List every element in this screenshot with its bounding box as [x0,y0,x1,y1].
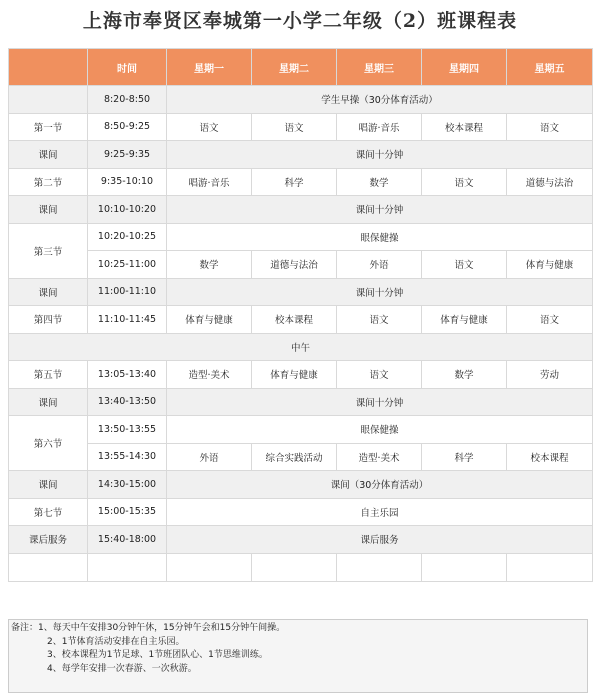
class-cell: 综合实践活动 [252,443,337,471]
period-label: 第六节 [9,416,88,471]
class-cell: 语文 [167,113,252,141]
merged-cell: 课间十分钟 [167,388,593,416]
table-row [9,388,593,416]
table-row [9,168,593,196]
class-cell: 语文 [252,113,337,141]
header-cell [9,49,88,86]
class-cell: 体育与健康 [507,251,593,279]
time-cell: 13:05-13:40 [88,361,167,389]
period-label: 第二节 [9,168,88,196]
table-row [9,471,593,499]
notes-box [8,619,588,693]
merged-cell: 课间十分钟 [167,278,593,306]
header-row [9,49,593,86]
table-row [9,113,593,141]
table-row [9,526,593,554]
time-cell: 10:20-10:25 [88,223,167,251]
merged-cell: 课间十分钟 [167,141,593,169]
merged-cell: 自主乐园 [167,498,593,526]
empty-cell [507,553,593,581]
noon-cell: 中午 [9,333,593,361]
note-line: 备注：1、每天中午安排30分钟午休，15分钟午会和15分钟午间操。 [11,623,286,633]
period-label: 第三节 [9,223,88,278]
period-label: 课间 [9,471,88,499]
class-cell: 劳动 [507,361,593,389]
table-row [9,416,593,444]
class-cell: 道德与法治 [507,168,593,196]
class-cell: 外语 [337,251,422,279]
empty-row [9,553,593,581]
merged-cell: 眼保健操 [167,416,593,444]
schedule-table [8,48,593,582]
merged-cell: 课间（30分体育活动） [167,471,593,499]
period-label: 第五节 [9,361,88,389]
class-cell: 体育与健康 [252,361,337,389]
period-label: 第一节 [9,113,88,141]
class-cell: 语文 [507,306,593,334]
time-cell: 15:00-15:35 [88,498,167,526]
class-cell: 造型·美术 [337,443,422,471]
table-row [9,333,593,361]
table-row [9,278,593,306]
class-cell: 语文 [422,168,507,196]
time-cell: 11:00-11:10 [88,278,167,306]
table-row [9,86,593,114]
header-cell: 星期三 [337,49,422,86]
time-cell: 9:35-10:10 [88,168,167,196]
table-row [9,251,593,279]
table-row [9,141,593,169]
class-cell: 语文 [337,361,422,389]
class-cell: 科学 [252,168,337,196]
class-cell: 校本课程 [422,113,507,141]
table-row [9,361,593,389]
time-cell: 14:30-15:00 [88,471,167,499]
table-row [9,223,593,251]
class-cell: 外语 [167,443,252,471]
period-label: 第七节 [9,498,88,526]
empty-cell [252,553,337,581]
table-row [9,443,593,471]
merged-cell: 学生早操（30分体育活动） [167,86,593,114]
period-label: 课间 [9,141,88,169]
merged-cell: 课后服务 [167,526,593,554]
class-cell: 道德与法治 [252,251,337,279]
time-cell: 13:40-13:50 [88,388,167,416]
table-row [9,306,593,334]
time-cell: 8:20-8:50 [88,86,167,114]
time-cell: 13:55-14:30 [88,443,167,471]
class-cell: 体育与健康 [422,306,507,334]
time-cell: 13:50-13:55 [88,416,167,444]
note-line: 4、每学年安排一次春游、一次秋游。 [47,663,197,674]
class-cell: 数学 [422,361,507,389]
period-label [9,86,88,114]
header-cell: 时间 [88,49,167,86]
empty-cell [9,553,88,581]
class-cell: 校本课程 [252,306,337,334]
time-cell: 10:25-11:00 [88,251,167,279]
class-cell: 科学 [422,443,507,471]
time-cell: 15:40-18:00 [88,526,167,554]
table-row [9,196,593,224]
time-cell: 8:50-9:25 [88,113,167,141]
empty-cell [337,553,422,581]
class-cell: 数学 [167,251,252,279]
class-cell: 数学 [337,168,422,196]
period-label: 课间 [9,196,88,224]
class-cell: 唱游·音乐 [167,168,252,196]
time-cell: 11:10-11:45 [88,306,167,334]
class-cell: 体育与健康 [167,306,252,334]
merged-cell: 课间十分钟 [167,196,593,224]
header-cell: 星期一 [167,49,252,86]
page-title: 上海市奉贤区奉城第一小学二年级（2）班课程表 [82,10,518,32]
time-cell: 10:10-10:20 [88,196,167,224]
table-row [9,498,593,526]
header-cell: 星期四 [422,49,507,86]
period-label: 课间 [9,388,88,416]
empty-cell [88,553,167,581]
note-line: 3、校本课程为1节足球、1节班团队心、1节思维训练。 [47,650,268,660]
class-cell: 语文 [337,306,422,334]
empty-cell [167,553,252,581]
period-label: 第四节 [9,306,88,334]
class-cell: 校本课程 [507,443,593,471]
class-cell: 唱游·音乐 [337,113,422,141]
empty-cell [422,553,507,581]
note-line: 2、1节体育活动安排在自主乐园。 [47,636,185,647]
time-cell: 9:25-9:35 [88,141,167,169]
period-label: 课后服务 [9,526,88,554]
class-cell: 造型·美术 [167,361,252,389]
merged-cell: 眼保健操 [167,223,593,251]
class-cell: 语文 [507,113,593,141]
period-label: 课间 [9,278,88,306]
class-cell: 语文 [422,251,507,279]
header-cell: 星期二 [252,49,337,86]
header-cell: 星期五 [507,49,593,86]
